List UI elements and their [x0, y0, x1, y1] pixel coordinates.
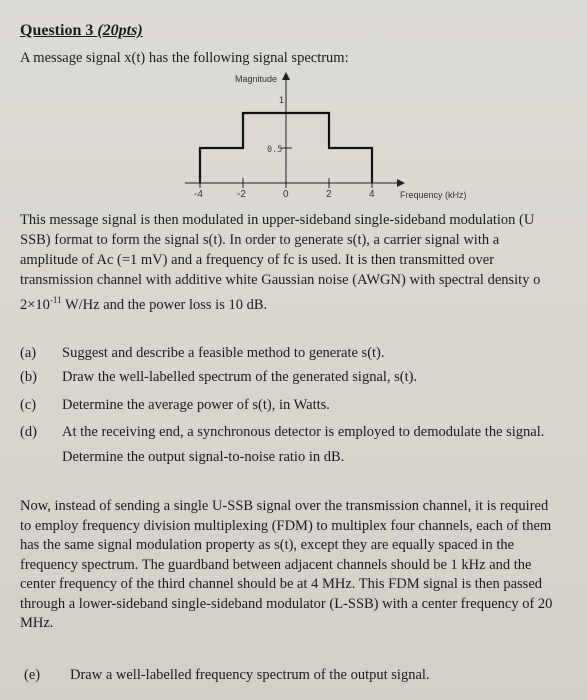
item-text: Suggest and describe a feasible method to generate s(t).	[62, 345, 385, 361]
x-tick-label: -2	[237, 189, 246, 200]
fdm-description	[20, 497, 587, 634]
y-axis-label: Magnitude	[235, 74, 278, 84]
intro-text: A message signal x(t) has the following signal spectrum:	[20, 50, 349, 66]
item-d-continued	[20, 449, 344, 466]
question-title-text: Question 3	[20, 22, 94, 39]
paragraph2-line: center frequency of the third channel should be at 4 MHz. This FDM signal is then passed	[20, 576, 543, 592]
item-label: (d)	[20, 424, 37, 440]
item-text: Determine the output signal-to-noise ratio in dB.	[62, 449, 345, 465]
paragraph1-line: This message signal is then modulated in upper-sideband single-sideband modulation (U	[20, 212, 535, 228]
item-label: (e)	[24, 667, 41, 683]
paragraph2-line: MHz.	[20, 615, 54, 631]
paragraph2-line: through a lower-sideband single-sideband modulator (L-SSB) with a center frequency of 20	[20, 595, 553, 612]
item-text: At the receiving end, a synchronous detector is employed to demodulate the signal.	[62, 424, 545, 440]
paragraph2-line: Now, instead of sending a single U-SSB signal over the transmission channel, it is required	[20, 498, 549, 514]
item-d	[20, 424, 544, 441]
x-axis-label: Frequency (kHz)	[400, 190, 467, 200]
item-b	[20, 369, 417, 386]
spectral-density-rest: W/Hz and the power loss is 10 dB.	[61, 296, 268, 313]
spectral-density-exponent: -11	[49, 295, 62, 305]
x-axis-arrow-icon	[397, 179, 405, 187]
item-label: (c)	[20, 397, 37, 413]
item-label: (b)	[20, 369, 37, 385]
question-points: (20pts)	[97, 22, 143, 39]
paragraph1-line: SSB) format to form the signal s(t). In order to generate s(t), a carrier signal with a	[20, 232, 500, 248]
spectral-density-base: 2×10	[20, 296, 50, 313]
question-title	[20, 22, 143, 40]
item-a	[20, 345, 385, 362]
modulation-description	[20, 210, 587, 315]
y-tick-label-0-5: 0.5	[267, 145, 283, 155]
x-tick-label: 4	[369, 189, 375, 200]
item-label: (a)	[20, 345, 37, 361]
paragraph1-line: transmission channel with additive white Gaussian noise (AWGN) with spectral density o	[20, 272, 541, 288]
item-text: Draw the well-labelled spectrum of the generated signal, s(t).	[62, 369, 418, 385]
x-tick-label: 2	[326, 189, 332, 200]
paragraph2-line: has the same signal modulation property as s(t), except they are equally spaced in the	[20, 537, 515, 553]
paragraph1-line: amplitude of Ac (=1 mV) and a frequency of fc is used. It is then transmitted over	[20, 252, 495, 268]
y-axis-arrow-icon	[282, 72, 290, 80]
item-text: Draw a well-labelled frequency spectrum of the output signal.	[70, 667, 430, 683]
item-text: Determine the average power of s(t), in Watts.	[62, 397, 330, 413]
x-tick-label: -4	[194, 189, 203, 200]
paragraph1-line-last	[20, 290, 587, 315]
paragraph2-line: to employ frequency division multiplexing (FDM) to multiplex four channels, each of them	[20, 517, 552, 534]
y-tick-label-1: 1	[279, 95, 285, 105]
x-tick-label: 0	[283, 189, 289, 200]
item-c	[20, 397, 330, 414]
item-e	[24, 667, 430, 684]
x-tick-labels	[194, 189, 375, 200]
spectrum-figure	[175, 70, 475, 210]
paragraph2-line: frequency spectrum. The guardband between adjacent channels should be 1 kHz and the	[20, 556, 532, 573]
